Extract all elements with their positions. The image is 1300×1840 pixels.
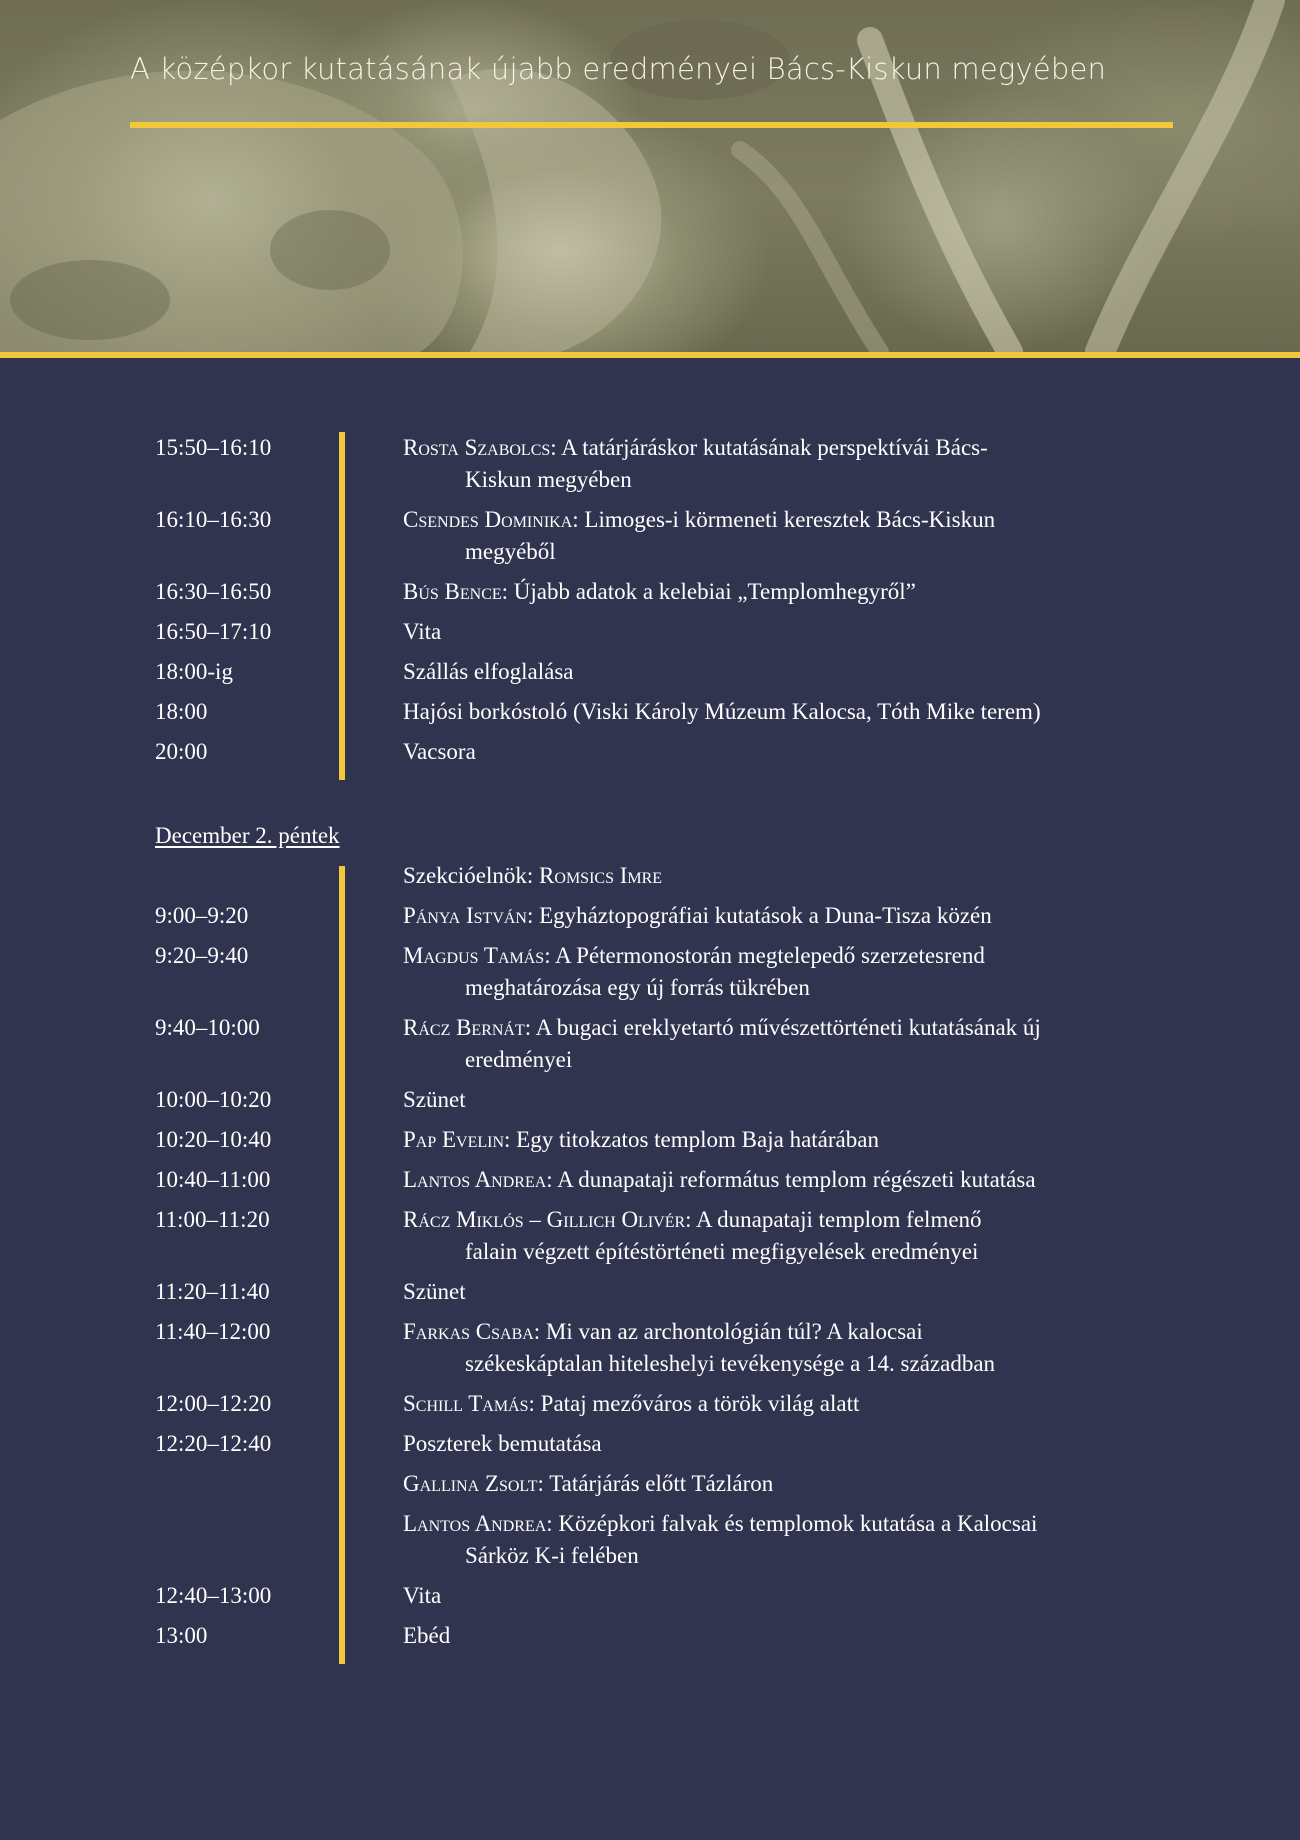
session-title: Ebéd — [403, 1623, 451, 1648]
session-time: 18:00 — [155, 699, 208, 724]
session-time: 16:50–17:10 — [155, 619, 272, 644]
session-time: 10:40–11:00 — [155, 1167, 271, 1192]
session-title — [403, 1508, 1163, 1572]
session-text: : Tatárjárás előtt Tázláron — [537, 1471, 774, 1496]
session-text: : Egyháztopográfiai kutatások a Duna-Tisza közén — [526, 903, 992, 928]
session-time: 16:10–16:30 — [155, 507, 272, 532]
session-title: Hajósi borkóstoló (Viski Károly Múzeum Kalocsa, Tóth Mike terem) — [403, 699, 1041, 724]
session-text-continued: eredményei — [465, 1047, 573, 1072]
session-title — [403, 940, 1163, 1004]
banner-divider — [0, 352, 1300, 358]
timeline-bar — [339, 432, 345, 780]
session-time: 9:00–9:20 — [155, 903, 249, 928]
session-time: 12:40–13:00 — [155, 1583, 272, 1608]
session-title — [403, 432, 1163, 496]
session-title: Szünet — [403, 1279, 466, 1304]
session-time: 10:00–10:20 — [155, 1087, 272, 1112]
session-title — [403, 1124, 1163, 1156]
speaker-name: Pánya István — [403, 903, 527, 928]
speaker-name: Bús Bence — [403, 579, 502, 604]
session-title: Vacsora — [403, 739, 476, 764]
session-time: 18:00-ig — [155, 659, 233, 684]
session-title — [403, 1012, 1163, 1076]
session-time: 9:20–9:40 — [155, 943, 249, 968]
speaker-name: Rosta Szabolcs — [403, 435, 551, 460]
header-banner — [0, 0, 1300, 352]
session-time: 20:00 — [155, 739, 208, 764]
session-title — [403, 1316, 1163, 1380]
session-text: : A Pétermonostorán megtelepedő szerzetesrend — [544, 943, 985, 968]
session-text-continued: Sárköz K-i felében — [465, 1543, 639, 1568]
session-text: : A tatárjáráskor kutatásának perspektívái Bács- — [550, 435, 988, 460]
session-title: Szállás elfoglalása — [403, 659, 574, 684]
session-time: 9:40–10:00 — [155, 1015, 260, 1040]
session-time: 11:20–11:40 — [155, 1279, 270, 1304]
session-time: 11:40–12:00 — [155, 1319, 271, 1344]
session-text: : Mi van az archontológián túl? A kalocsai — [533, 1319, 923, 1344]
session-title — [403, 576, 1163, 608]
session-time: 10:20–10:40 — [155, 1127, 272, 1152]
page-title: A középkor kutatásának újabb eredményei Bács-Kiskun megyében — [130, 52, 1107, 86]
session-title: Vita — [403, 619, 442, 644]
title-underline — [130, 122, 1173, 128]
session-title: Szünet — [403, 1087, 466, 1112]
session-text: : Limoges-i körmeneti keresztek Bács-Kiskun — [572, 507, 996, 532]
chair-label: Szekcióelnök: — [403, 863, 540, 888]
session-text-continued: székeskáptalan hiteleshelyi tevékenysége a 14. században — [465, 1351, 996, 1376]
session-title — [403, 1388, 1163, 1420]
session-title — [403, 900, 1163, 932]
day-heading: December 2. péntek — [155, 823, 340, 848]
session-text: : Középkori falvak és templomok kutatása a Kalocsai — [546, 1511, 1038, 1536]
session-text: : Egy titokzatos templom Baja határában — [504, 1127, 879, 1152]
session-time: 11:00–11:20 — [155, 1207, 270, 1232]
speaker-name: Schill Tamás — [403, 1391, 529, 1416]
session-text: : A dunapataji templom felmenő — [685, 1207, 982, 1232]
session-text-continued: meghatározása egy új forrás tükrében — [465, 975, 810, 1000]
session-title: Poszterek bemutatása — [403, 1431, 602, 1456]
session-time: 13:00 — [155, 1623, 208, 1648]
chair-name: Romsics Imre — [539, 863, 663, 888]
session-text: : A dunapataji református templom régészeti kutatása — [546, 1167, 1036, 1192]
session-chair — [403, 860, 1163, 892]
speaker-name: Lantos Andrea — [403, 1167, 547, 1192]
session-time: 12:00–12:20 — [155, 1391, 272, 1416]
session-title — [403, 1468, 1163, 1500]
session-text-continued: falain végzett építéstörténeti megfigyelések eredményei — [465, 1239, 979, 1264]
session-text-continued: Kiskun megyében — [465, 467, 632, 492]
session-title — [403, 1204, 1163, 1268]
session-text: : Pataj mezőváros a török világ alatt — [528, 1391, 860, 1416]
speaker-name: Farkas Csaba — [403, 1319, 534, 1344]
speaker-name: Rácz Miklós – Gillich Olivér — [403, 1207, 686, 1232]
timeline-bar — [339, 866, 345, 1664]
session-text-continued: megyéből — [465, 539, 556, 564]
speaker-name: Lantos Andrea — [403, 1511, 547, 1536]
session-title — [403, 1164, 1163, 1196]
speaker-name: Csendes Dominika — [403, 507, 573, 532]
session-time: 12:20–12:40 — [155, 1431, 272, 1456]
speaker-name: Pap Evelin — [403, 1127, 505, 1152]
session-title: Vita — [403, 1583, 442, 1608]
session-text: : A bugaci ereklyetartó művészettörténeti kutatásának új — [524, 1015, 1041, 1040]
session-text: : Újabb adatok a kelebiai „Templomhegyről” — [501, 579, 916, 604]
speaker-name: Gallina Zsolt — [403, 1471, 538, 1496]
session-title — [403, 504, 1163, 568]
speaker-name: Rácz Bernát — [403, 1015, 525, 1040]
speaker-name: Magdus Tamás — [403, 943, 545, 968]
session-time: 16:30–16:50 — [155, 579, 272, 604]
session-time: 15:50–16:10 — [155, 435, 272, 460]
